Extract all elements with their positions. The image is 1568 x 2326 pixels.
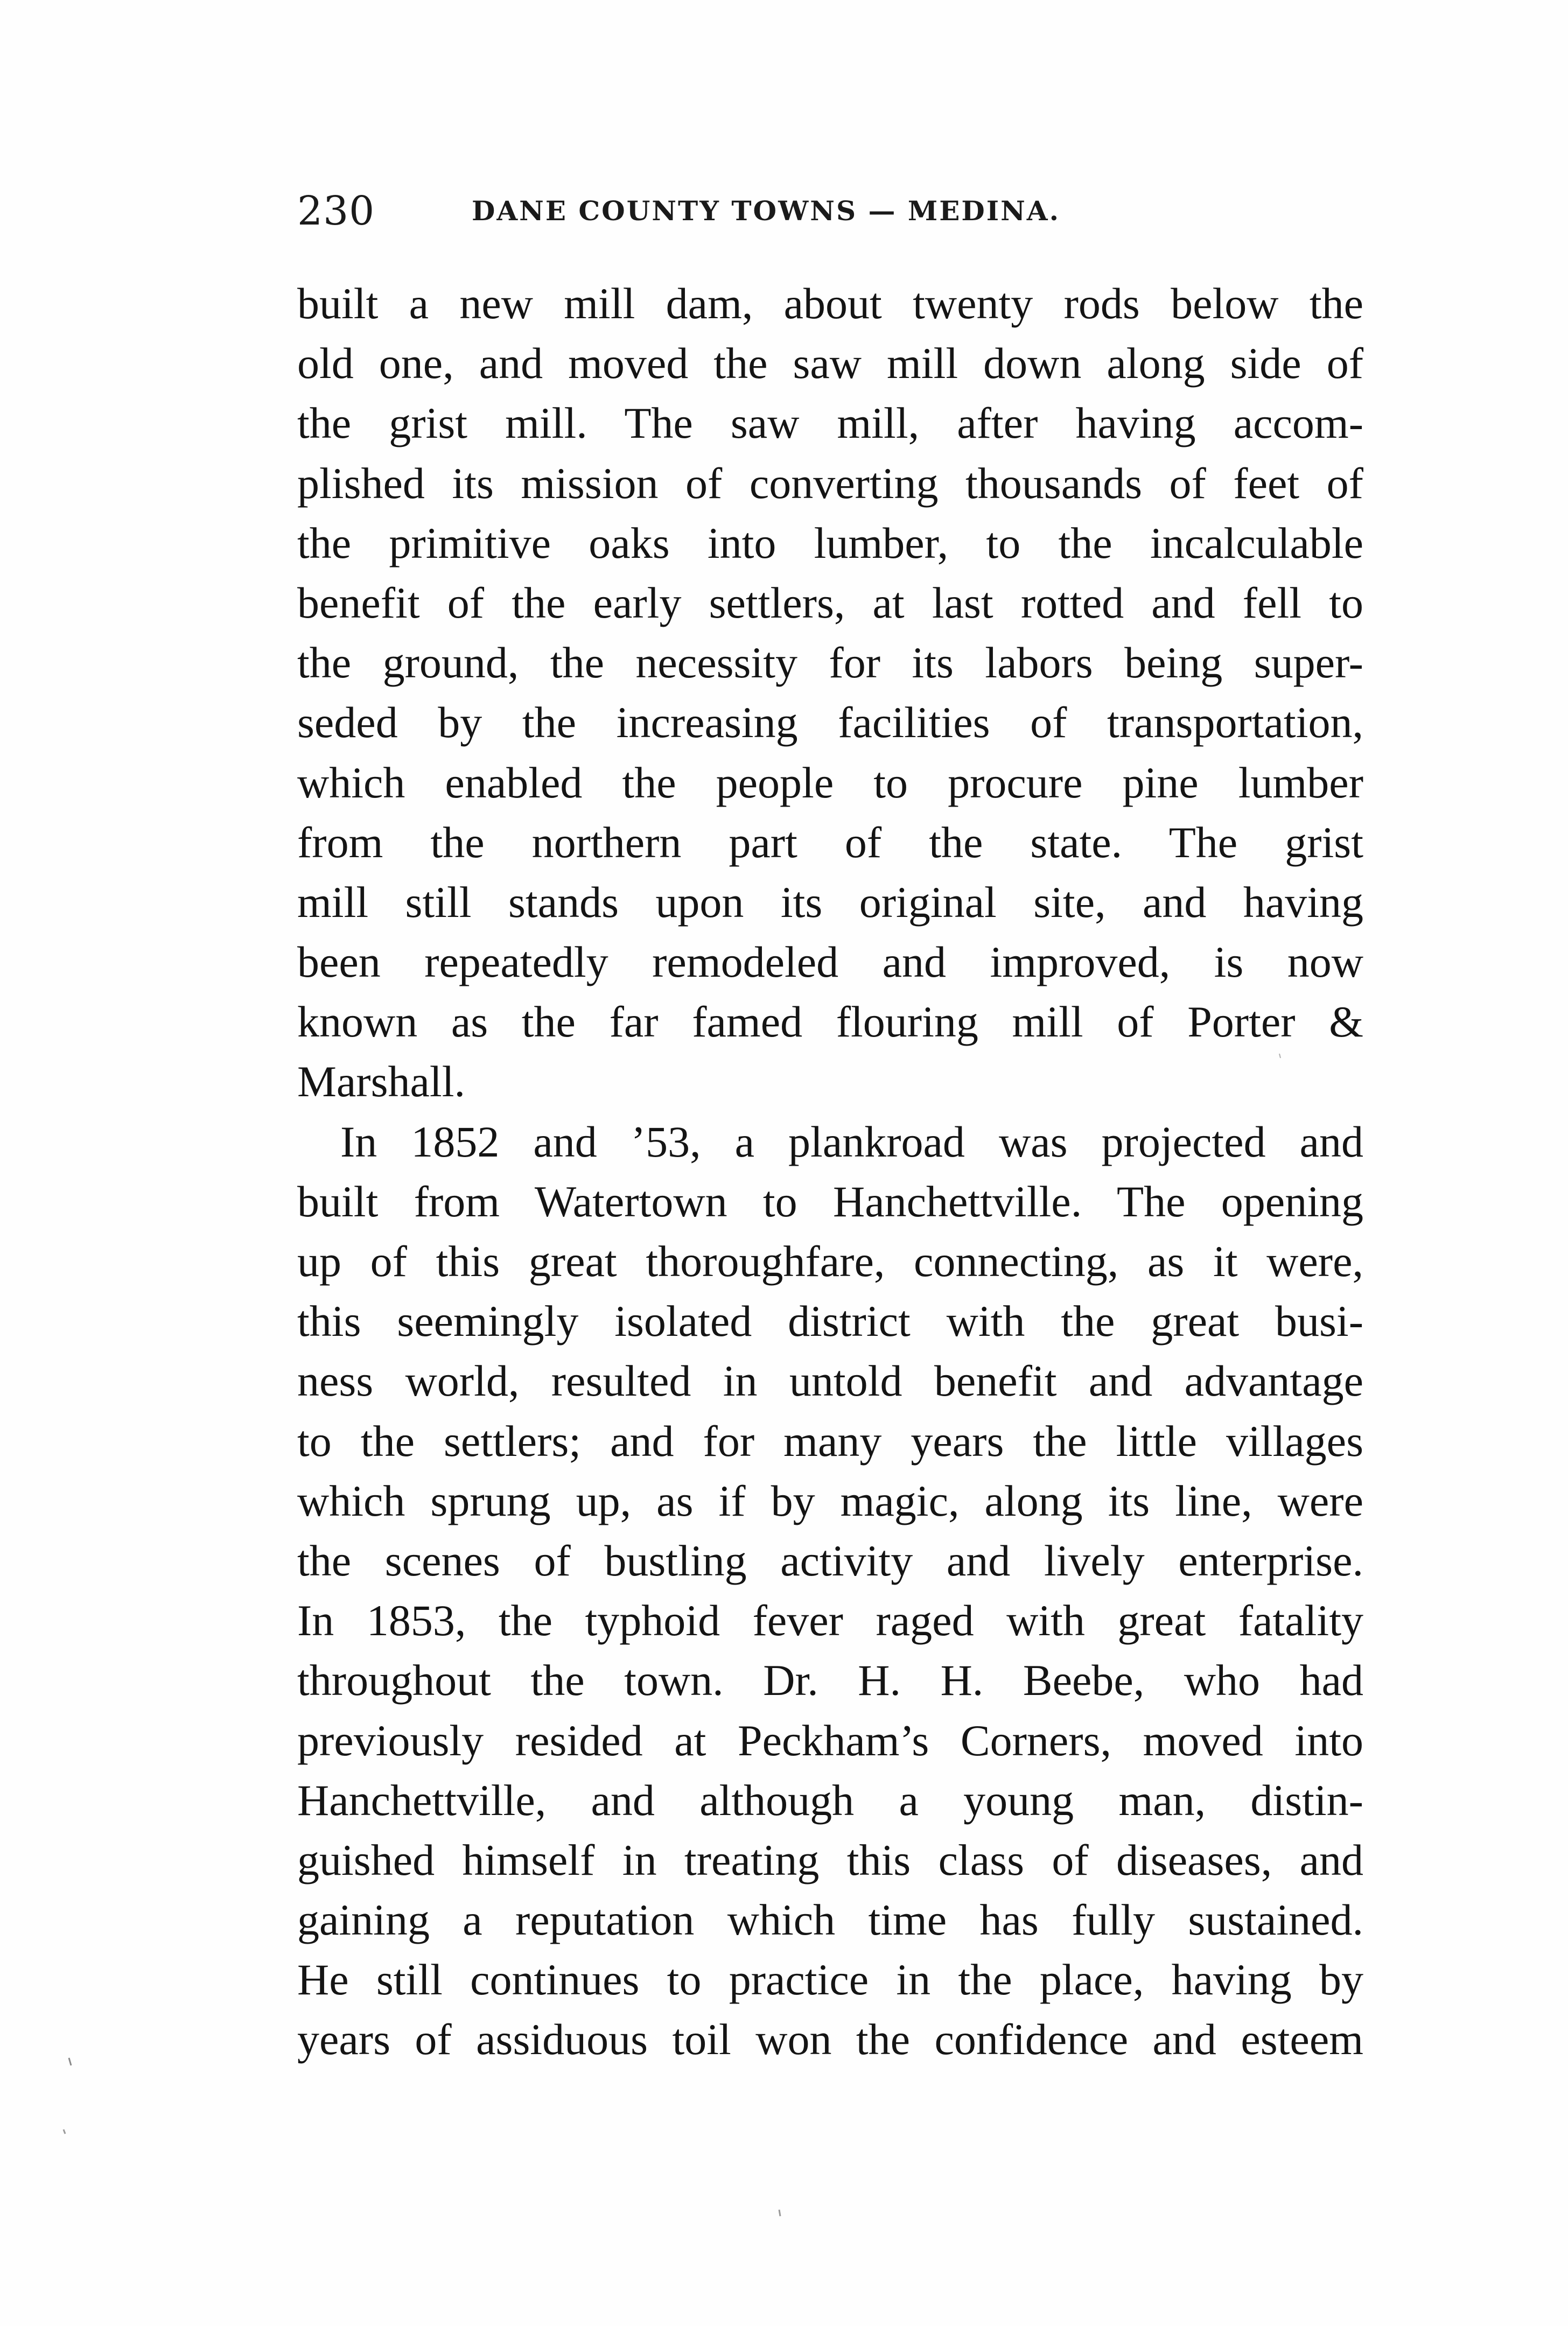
text-line: old one, and moved the saw mill down along side of xyxy=(297,339,1363,388)
text-line: up of this great thoroughfare, connecting, as it were, xyxy=(297,1237,1363,1286)
page-number: 230 xyxy=(297,188,375,234)
ink-speck xyxy=(69,2058,71,2065)
text-line: known as the far famed flouring mill of Porter & xyxy=(297,997,1363,1047)
text-line: built a new mill dam, about twenty rods below the xyxy=(297,279,1363,328)
text-line: to the settlers; and for many years the little villages xyxy=(297,1416,1363,1466)
text-line: guished himself in treating this class of diseases, and xyxy=(297,1835,1363,1884)
text-line: previously resided at Peckham’s Corners, moved into xyxy=(297,1715,1363,1765)
text-line: plished its mission of converting thousands of feet of xyxy=(297,458,1363,508)
running-title: DANE COUNTY TOWNS — MEDINA. xyxy=(472,195,1060,227)
text-line-paragraph-start: In 1852 and ’53, a plankroad was projected and xyxy=(340,1117,1363,1166)
ink-speck xyxy=(64,2129,65,2134)
text-line: seded by the increasing facilities of transportation, xyxy=(297,698,1363,747)
text-line: Hanchettville, and although a young man, distin- xyxy=(297,1775,1363,1825)
text-line: throughout the town. Dr. H. H. Beebe, who had xyxy=(297,1656,1363,1705)
text-line: the primitive oaks into lumber, to the incalculable xyxy=(297,518,1363,568)
body-text xyxy=(297,274,1363,2070)
text-line: gaining a reputation which time has fully sustained. xyxy=(297,1895,1363,1945)
text-line: which sprung up, as if by magic, along its line, were xyxy=(297,1476,1363,1525)
running-head xyxy=(297,185,1363,237)
text-line: the scenes of bustling activity and lively enterprise. xyxy=(297,1536,1363,1585)
text-line: been repeatedly remodeled and improved, is now xyxy=(297,937,1363,987)
text-line: which enabled the people to procure pine lumber xyxy=(297,758,1363,807)
text-line: In 1853, the typhoid fever raged with great fatality xyxy=(297,1596,1363,1645)
text-line: from the northern part of the state. The grist xyxy=(297,817,1363,867)
text-line: He still continues to practice in the place, having by xyxy=(297,1955,1363,2005)
text-line: the grist mill. The saw mill, after having accom- xyxy=(297,398,1363,448)
text-line: ness world, resulted in untold benefit and advantage xyxy=(297,1356,1363,1406)
text-line: benefit of the early settlers, at last rotted and fell to xyxy=(297,578,1363,627)
text-line: mill still stands upon its original site, and having xyxy=(297,877,1363,927)
text-line-paragraph-end: Marshall. xyxy=(297,1057,465,1106)
ink-speck xyxy=(779,2210,780,2216)
text-line: this seemingly isolated district with the great busi- xyxy=(297,1297,1363,1346)
text-line: the ground, the necessity for its labors being super- xyxy=(297,638,1363,688)
text-line: built from Watertown to Hanchettville. The opening xyxy=(297,1176,1363,1226)
text-line: years of assiduous toil won the confidence and esteem xyxy=(297,2015,1363,2064)
